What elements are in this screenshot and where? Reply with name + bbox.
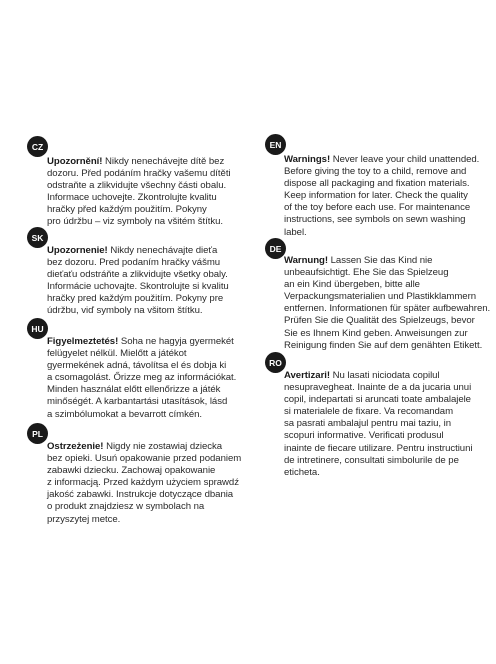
language-badge-cz: CZ bbox=[27, 136, 48, 157]
text-line: dieťaťu odstráňte a zlikvidujte všetky obaly. bbox=[47, 269, 228, 281]
text-line: jakość zabawki. Instrukcje dotyczące dbania bbox=[47, 489, 234, 501]
warning-text-cz bbox=[47, 156, 231, 229]
language-badge-pl: PL bbox=[27, 423, 48, 444]
text-line: Upozornění! Nikdy nenechávejte dítě bez bbox=[47, 156, 225, 167]
text-line: zabawki dziecku. Zachowaj opakowanie bbox=[47, 465, 216, 477]
language-badge-hu: HU bbox=[27, 318, 48, 339]
warning-heading-cz: Upozornění! bbox=[47, 156, 103, 167]
text-line: copil, indepartati si aruncati toate ambalajele bbox=[284, 394, 471, 406]
text-line: sa pasrati ambalajul pentru mai taziu, in bbox=[284, 418, 451, 430]
warning-text-sk bbox=[47, 245, 229, 318]
text-line: inainte de fiecare utilizare. Pentru instructiuni bbox=[284, 442, 473, 454]
text-line: dispose all packaging and fixation materials. bbox=[284, 178, 470, 190]
text-line: gyermekének adná, távolítsa el és dobja ki bbox=[47, 360, 227, 372]
warning-heading-ro: Avertizari! bbox=[284, 370, 331, 381]
warning-text-en bbox=[284, 154, 479, 239]
text-line: hračky před každým použitím. Pokyny bbox=[47, 204, 207, 216]
warning-heading-de: Warnung! bbox=[284, 255, 329, 266]
text-line: Keep information for later. Check the quality bbox=[284, 190, 468, 202]
text-line: dozoru. Před podáním hračky vašemu dítěti bbox=[47, 168, 231, 180]
text-line: Warnings! Never leave your child unattended. bbox=[284, 154, 480, 165]
text-line: odstraňte a zlikvidujte všechny části obalu. bbox=[47, 180, 227, 192]
warning-text-ro bbox=[284, 370, 472, 479]
text-line: Figyelmeztetés! Soha ne hagyja gyermekét bbox=[47, 336, 234, 347]
text-line: of the toy before each use. For maintenance bbox=[284, 202, 471, 214]
warning-text-hu bbox=[47, 336, 236, 421]
language-badge-en: EN bbox=[265, 134, 286, 155]
text-line: Prüfen Sie die Qualität des Spielzeugs, bevor bbox=[284, 315, 475, 327]
text-line: Verpackungsmaterialien und Plastikklammern bbox=[284, 291, 477, 303]
language-badge-ro: RO bbox=[265, 352, 286, 373]
text-line: minőségét. A karbantartási utasítások, lásd bbox=[47, 396, 228, 408]
text-line: unbeaufsichtigt. Ehe Sie das Spielzeug bbox=[284, 267, 449, 279]
text-line: instructions, see symbols on sewn washing bbox=[284, 214, 466, 226]
text-line: bez dozoru. Pred podaním hračky vášmu bbox=[47, 257, 221, 269]
text-line: Avertizari! Nu lasati niciodata copilul bbox=[284, 370, 440, 381]
text-line: label. bbox=[284, 226, 307, 238]
text-line: údržbu, viď symboly na všitom štítku. bbox=[47, 305, 203, 317]
text-line: entfernen. Informationen für später aufbewahren. bbox=[284, 303, 491, 315]
warning-heading-en: Warnings! bbox=[284, 154, 331, 165]
text-line: si materialele de fixare. Va recomandam bbox=[284, 406, 454, 418]
warning-heading-sk: Upozornenie! bbox=[47, 245, 108, 256]
warning-heading-pl: Ostrzeżenie! bbox=[47, 441, 104, 452]
warning-heading-hu: Figyelmeztetés! bbox=[47, 336, 119, 347]
text-line: bez opieki. Usuń opakowanie przed podaniem bbox=[47, 453, 242, 465]
text-line: Warnung! Lassen Sie das Kind nie bbox=[284, 255, 433, 266]
text-line: pro údržbu – viz symboly na všitém štítku. bbox=[47, 216, 223, 228]
text-line: Minden használat előtt ellenőrizze a játék bbox=[47, 384, 221, 396]
text-line: przyszytej metce. bbox=[47, 513, 121, 525]
text-line: a szimbólumokat a bevarrott címkén. bbox=[47, 408, 203, 420]
text-line: Before giving the toy to a child, remove and bbox=[284, 166, 467, 178]
text-line: z informacją. Przed każdym użyciem sprawdź bbox=[47, 477, 239, 489]
text-line: nesupravegheat. Inainte de a da jucaria unui bbox=[284, 382, 472, 394]
text-line: Informace uchovejte. Zkontrolujte kvalitu bbox=[47, 192, 217, 204]
warning-text-de bbox=[284, 255, 490, 352]
text-line: Informácie uchovajte. Skontrolujte si kvalitu bbox=[47, 281, 229, 293]
text-line: scopuri informative. Verificati produsul bbox=[284, 430, 444, 442]
text-line: eticheta. bbox=[284, 466, 320, 478]
language-badge-de: DE bbox=[265, 238, 286, 259]
text-line: a csomagolást. Őrizze meg az információkat. bbox=[47, 372, 237, 384]
text-line: de intretinere, consultati simbolurile de pe bbox=[284, 454, 459, 466]
text-line: felügyelet nélkül. Mielőtt a játékot bbox=[47, 348, 187, 360]
language-badge-sk: SK bbox=[27, 227, 48, 248]
text-line: o produkt znajdziesz w symbolach na bbox=[47, 501, 205, 513]
text-line: hračky pred každým použitím. Pokyny pre bbox=[47, 293, 224, 305]
text-line: Upozornenie! Nikdy nenechávajte dieťa bbox=[47, 245, 218, 256]
text-line: Sie es Ihnem Kind geben. Anweisungen zur bbox=[284, 327, 468, 339]
text-line: an ein Kind übergeben, bitte alle bbox=[284, 279, 420, 291]
warning-text-pl bbox=[47, 441, 241, 526]
text-line: Ostrzeżenie! Nigdy nie zostawiaj dziecka bbox=[47, 441, 223, 452]
text-line: Reinigung finden Sie auf dem genähten Etikett. bbox=[284, 339, 483, 351]
